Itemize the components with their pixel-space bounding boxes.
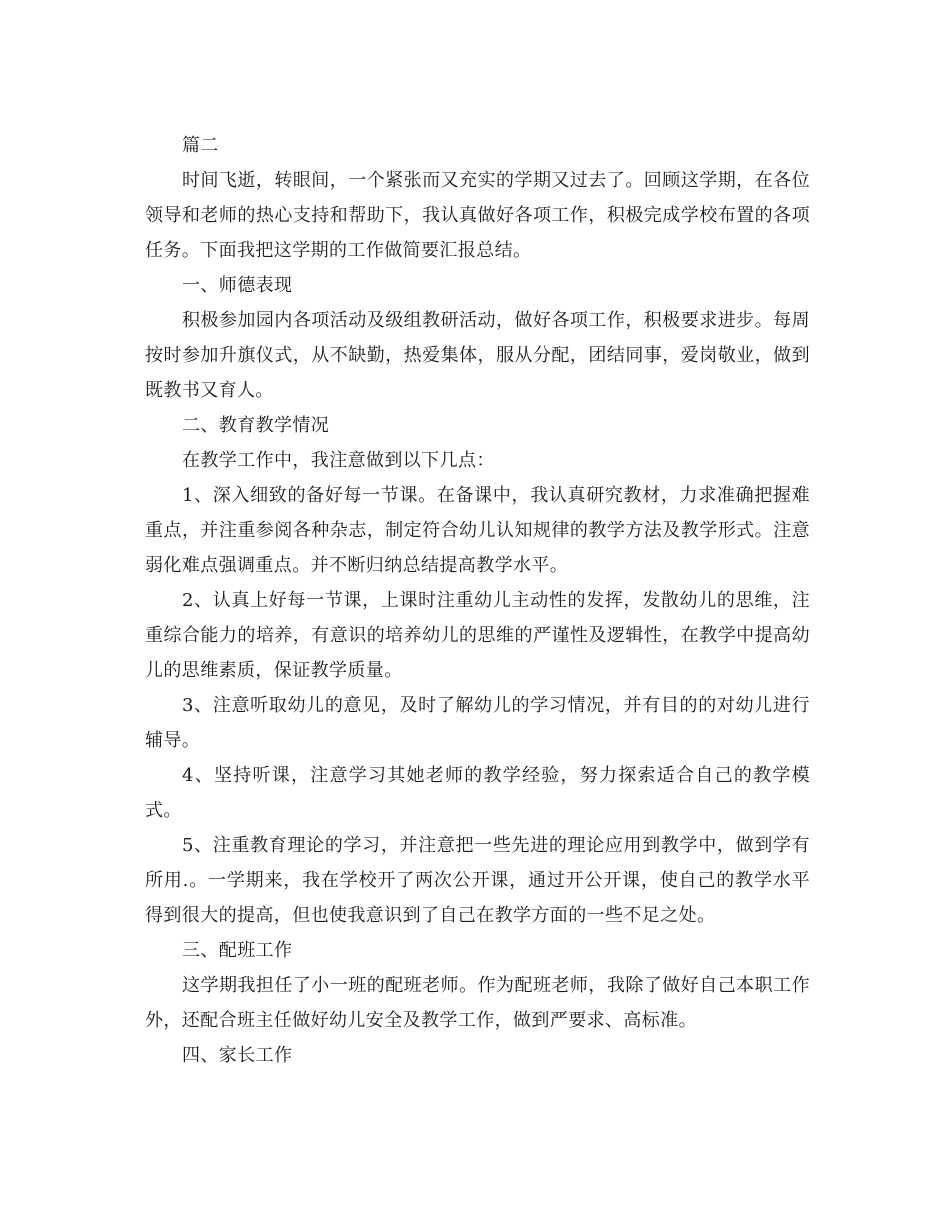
paragraph-teaching-intro: 在教学工作中，我注意做到以下几点： xyxy=(182,450,495,471)
list-item-4: 4、坚持听课，注意学习其她老师的教学经验，努力探索适合自己的教学模式。 xyxy=(145,765,810,821)
list-item-5: 5、注重教育理论的学习，并注意把一些先进的理论应用到教学中，做到学有所用.。一学期来，我在学校开了两次公开课，通过开公开课，使自己的教学水平得到很大的提高，但也使我意识到了自己在教学方面的一些不足之处。 xyxy=(145,835,810,926)
heading-teacher-ethics: 一、师德表现 xyxy=(182,275,293,296)
section-title: 篇二 xyxy=(182,135,219,156)
paragraph-class-work: 这学期我担任了小一班的配班老师。作为配班老师，我除了做好自己本职工作外，还配合班主任做好幼儿安全及教学工作，做到严要求、高标准。 xyxy=(145,975,810,1031)
heading-parent-work: 四、家长工作 xyxy=(182,1045,293,1066)
intro-paragraph: 时间飞逝，转眼间，一个紧张而又充实的学期又过去了。回顾这学期，在各位领导和老师的热心支持和帮助下，我认真做好各项工作，积极完成学校布置的各项任务。下面我把这学期的工作做简要汇报总结。 xyxy=(145,170,810,261)
heading-teaching-situation: 二、教育教学情况 xyxy=(182,415,330,436)
list-item-1: 1、深入细致的备好每一节课。在备课中，我认真研究教材，力求准确把握难重点，并注重参阅各种杂志，制定符合幼儿认知规律的教学方法及教学形式。注意弱化难点强调重点。并不断归纳总结提高教学水平。 xyxy=(145,485,810,576)
heading-class-work: 三、配班工作 xyxy=(182,940,293,961)
document-body xyxy=(145,128,810,1073)
paragraph-teacher-ethics: 积极参加园内各项活动及级组教研活动，做好各项工作，积极要求进步。每周按时参加升旗仪式，从不缺勤，热爱集体，服从分配，团结同事，爱岗敬业，做到既教书又育人。 xyxy=(145,310,810,401)
list-item-2: 2、认真上好每一节课，上课时注重幼儿主动性的发挥，发散幼儿的思维，注重综合能力的培养，有意识的培养幼儿的思维的严谨性及逻辑性，在教学中提高幼儿的思维素质，保证教学质量。 xyxy=(145,590,810,681)
list-item-3: 3、注意听取幼儿的意见，及时了解幼儿的学习情况，并有目的的对幼儿进行辅导。 xyxy=(145,695,810,751)
